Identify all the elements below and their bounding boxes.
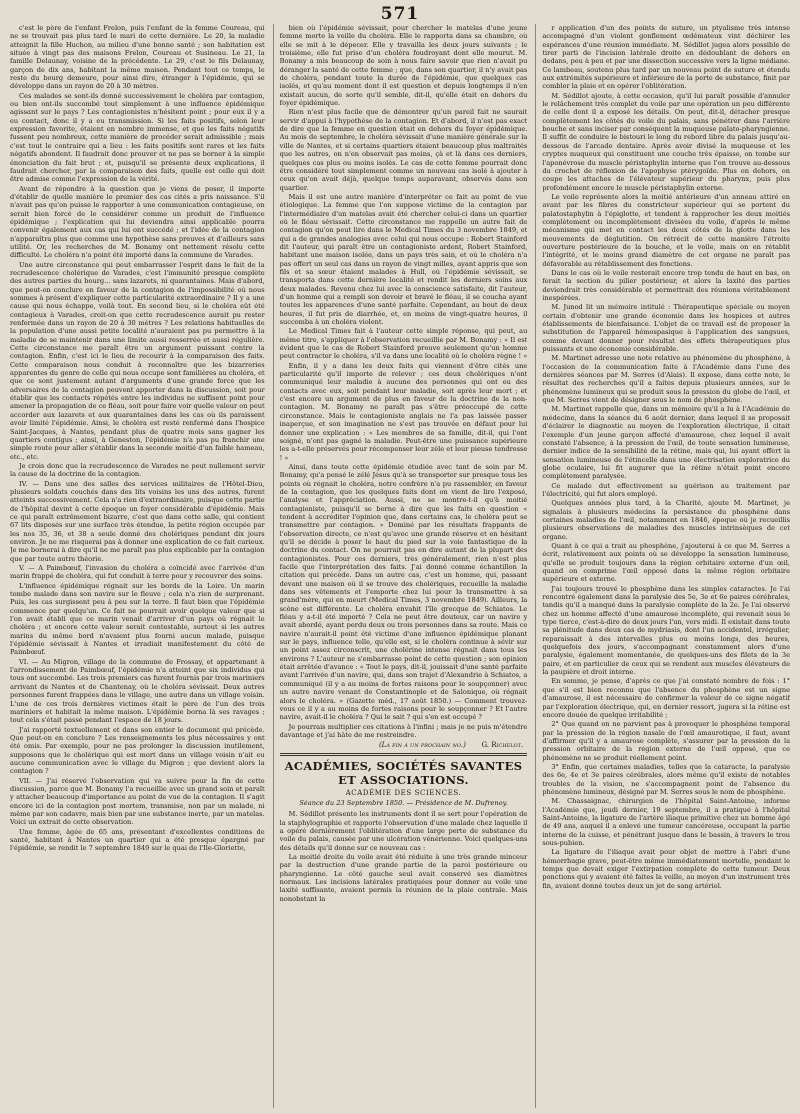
paragraph: Ce malade dut effectivement sa guérison au traitement par l'électricité, qui fut alors employé. [542, 481, 790, 498]
paragraph: Le Medical Times fait à l'auteur cette simple réponse, qui peut, au même titre, s'appliquer à l'observation recueillie par M. Bonamy : « Il est évident que le cas de Robert Stainford prouve seulement qu'un homme peut contracter le choléra, s'il va dans une localité où le choléra règne ! » [279, 327, 528, 361]
paragraph: Ainsi, dans toute cette épidémie étudiée avec tant de soin par M. Bonamy, qu'a pensé le zélé Jésus qu'à se transporter sur presque tous les points où régnait le choléra, notre confrère n'a pu rassembler, en faveur de la contagion, que les quelques faits dont on vient de lire l'exposé, l'analyse et l'appréciation. Aussi, ne se montre-t-il qu'à moitié contagioniste, puisqu'il se borne à dire que les faits en question « tendent à accréditer l'opinion que, dans certains cas, le choléra peut se transmettre par contagion. » Dominé par les résultats frappants de l'observation directe, ce n'est qu'avec une grande réserve et en hésitant qu'il se décide à poser le haut du pied sur la voie fantastique de la doctrine du contact. On ne pourrait pas en dire autant de la plupart des contagionistes. Pour ces derniers, très généralement, rien n'est plus facile que l'interprétation des faits. J'ai donné comme échantillon la citation qui précède. Dans un autre cas, c'est un homme, qui, passant devant une maison où il se trouve des cholériques, recueille la maladie dans ses vêtements et l'emporte chez lui pour la transmettre à sa grand'mère, qui en meurt (Medical Times, 3 novembre 1849). Ailleurs, la scène est différente. Le choléra envahit l'île grecque de Schiatos. Le fléau y a-t-il été importé ? Cela ne peut être douteux, car un navire y avait abordé, ayant perdu deux ou trois personnes dans sa route. Mais ce navire n'aurait-il point été victime d'une influence épidémique planant sur le pays, influence telle, qu'elle est, si le choléra continue à sévir sur un point assez circonscrit, une cholérine intense régnait dans tous les environs ? L'auteur ne s'embarrasse point de cette question ; son opinion était arrêtée d'avance : « Tout le pays, dit-il, jouissait d'une santé parfaite avant l'arrivée d'un navire, qui, dans son trajet d'Alexandrie à Schiatos, a communiqué (il y a au moins de fortes raisons pour le soupçonner) avec un autre navire venant de Constantinople et de Salonique, où régnait alors le choléra. » (Gazette méd., 17 août 1850.) — Comment trouvez-vous ce il y a au moins de fortes raisons pour le soupçonner ? Et l'autre navire, avait-il le choléra ? Qui le sait ? qui s'en est occupé ? [279, 462, 528, 722]
paragraph: Rien n'est plus facile que de démontrer qu'un pareil fait ne saurait servir d'appui à l'hypothèse de la contagion. Et d'abord, il n'est pas exact de dire que la femme en question était en dehors du foyer épidémique. Au mois de septembre, le choléra sévissait d'une manière générale sur la ville de Nantes, et si certains quartiers étaient beaucoup plus maltraités que les autres, on n'en observait pas moins, çà et là dans ces derniers, quelques cas plus ou moins isolés. Le cas de cette femme pourrait donc être considéré tout simplement comme un nouveau cas isolé à ajouter à ceux qu'on avait déjà, quelque temps auparavant, observés dans son quartier. [279, 108, 528, 192]
column-2-academy-body [280, 810, 528, 903]
page-number: 571 [380, 4, 420, 24]
paragraph: M. Sédillot ajoute, à cette occasion, qu'il lui paraît possible d'annuler le relâchement très complet du voile par une opération un peu différente de celle dont il a exposé les détails. On peut, dit-il, détacher presque complètement les côtés du voile du palais, sans pénétrer dans l'arrière bouche et sans inciser par conséquent la muqueuse palato-pharyngienne. Il suffit de conduire le bistouri le long du rebord libre du palais jusqu'au-dessous de l'arcade dentaire. Après avoir divisé la muqueuse et les cryptes muqueux qui constituent une couche très épaisse, on tombe sur l'aponévrose du muscle péristaphylin interne que l'on trouve au-dessous du crochet de réflexion de l'apophyse ptérygoïde. Plus en dehors, on coupe les attaches de l'élévateur supérieur du pharynx, puis plus profondément encore le muscle péristaphylin externe. [542, 91, 790, 192]
paragraph: Je crois donc que la recrudescence de Varades ne peut nullement servir la cause de la doctrine de la contagion. [10, 461, 265, 479]
paragraph: Une femme, âgée de 65 ans, présentant d'excellentes conditions de santé, habitant à Nantes un quartier qui a été presque épargné par l'épidémie, se rendit le 7 septembre 1849 sur le quai de l'Ile-Gloriette, [10, 827, 265, 853]
paragraph: M. Martinet adresse une note relative au phénomène du phosphène, à l'occasion de la communication faite à l'Académie dans l'une des dernières séances par M. Serres (d'Alais). Il expose, dans cette note, le résultat des recherches qu'il a faites depuis plusieurs années, sur le phénomène lumineux qui se produit sous la pression du globe de l'œil, et que M. Serres vient de désigner sous le nom de phosphène. [542, 354, 790, 405]
column-3 [535, 24, 790, 1108]
paragraph: c'est le père de l'enfant Frelon, puis l'enfant de la femme Coureau, qui ne se trouvait pas plus tard le mari de cette dernière. Le 20, la maladie atteignit la fille Huchon, au milieu d'une bonne santé ; son habitation est située à vingt pas des maisons Frelon, Coureau et Susineau. Le 21, la famille Delaunay, voisine de la précédente. Le 29, c'est le fils Delaunay, garçon de dix ans, habitant la même maison. Pendant tout ce temps, le reste du bourg demeure, pour ainsi dire, étranger à l'épidémie, qui se développe dans un rayon de 20 à 30 mètres. [10, 24, 265, 91]
paragraph: Le voile représente alors la moitié antérieure d'un anneau attiré en avant par les fibres du constricteur supérieur qui se portent du palatostaphylin à l'épiglotte, et tendent à rapprocher les deux moitiés complètement ou incomplètement divisées du voile, d'après le même mécanisme qui met en contact les deux côtés de la glotte dans les mouvements de déglutition. On rétrécit de cette manière l'étroite ouverture postérieure de la bouche, et le voile, mais on en rétablit l'intégrité, et le moins grand diamètre de cet organe ne paraît pas défavorable au rétablissement des fonctions. [542, 192, 790, 268]
paragraph: J'ai toujours trouvé le phosphène dans les simples cataractes. Je l'ai rencontré également dans la paralysie des 5e, 3e et 6e paires cérébrales, tandis qu'il a manqué dans la paralysie complète de la 2e. Je l'ai observé chez un homme affecté d'une amaurose incomplète, qui revenait sous le type tierce, c'est-à-dire de deux jours l'un, vers midi. Il existait dans toute sa plénitude dans deux cas de mydriasis, dont l'un accidentel, irrégulier, reparaissait à des intervalles plus ou moins longs, des heures, quelquefois des jours, s'accompagnant constamment alors d'une paralysie, également momentanée, de quelques-uns des filets de la 3e paire, et en particulier de ceux qui se rendent aux muscles élévateurs de la paupière et droit interne. [542, 584, 790, 677]
paragraph: Une autre circonstance qui peut embarrasser l'esprit dans le fait de la recrudescence cholérique de Varades, c'est l'immunité presque complète des autres parties du bourg... sans lazarets, ni quarantaines. Mais d'abord, que peut-on conclure en faveur de la contagion de l'impossibilité où nous sommes à présent d'expliquer cette particularité extraordinaire ? Il y a une cause qui nous échappe, voilà tout. En second lieu, si le choléra eût été contagieux à Varades, croit-on que cette recrudescence aurait pu rester renfermée dans un rayon de 20 à 30 mètres ? Les relations habituelles de la population d'une aussi petite localité n'auraient pas pu permettre à la maladie de se maintenir dans une limite aussi resserrée et aussi régulière. Cette circonstance me paraît être un argument puissant contre la contagion. Enfin, c'est ici le lieu de recourir à la comparaison des faits. Cette comparaison nous conduit à reconnaître que les bizarreries apparentes du genre de celle qui nous occupe sont familières au choléra, et que ce sont justement autant d'arguments d'une grande force que les adversaires de la contagion peuvent apporter dans la discussion, soit pour établir que les contacts répétés entre les individus ne suffisent point pour amener la propagation de ce fléau, soit pour faire voir quelle valeur on peut accorder aux lazarets et aux quarantaines dans les cas où ils paraissent avoir limité l'épidémie. Ainsi, le choléra est resté renfermé dans l'hospice Saint-Jacques, à Nantes, pendant plus de quatre mois sans gagner les quartiers contigus ; ainsi, à Geneston, l'épidémie n'a pas pu franchir une simple route pour aller s'établir dans la seconde moitié d'un faible hameau, etc., etc. [10, 260, 265, 461]
columns [10, 24, 790, 1108]
paragraph: V. — A Paimbœuf, l'invasion du choléra a coïncidé avec l'arrivée d'un marin frappé de choléra, qui fut conduit à terre pour y recouvrer des soins. [10, 564, 265, 581]
paragraph: 3° Enfin, que certaines maladies, telles que la cataracte, la paralysie des 6e, 4e et 3e paires cérébrales, alors même qu'il existe de notables troubles de la vision, ne s'accompagnent point de l'absence du phénomène lumineux, désigné par M. Serres sous le nom de phosphène. [542, 762, 790, 796]
paragraph: VII. — J'ai réservé l'observation qui va suivre pour la fin de cette discussion, parce que M. Bonamy l'a recueillie avec un grand soin et paraît y attacher beaucoup d'importance au point de vue de la contagion. Il s'agit encore ici de la contagion post mortem, transmise, non par un malade, ni même par son cadavre, mais bien par une substance inerte, par un matelas. Voici un extrait de cette observation. [10, 776, 265, 827]
continuation-note: (La fin à un prochain no.) [378, 741, 466, 750]
paragraph: M. Junod lit un mémoire intitulé : Thérapeutique spéciale ou moyen certain d'obtenir une grande économie dans les hospices et autres établissements de bienfaisance. L'objet de ce travail est de proposer la substitution de l'appareil hémospasique à l'application des sangsues, comme devant donner pour résultat des effets thérapeutiques plus puissants et une économie considérable. [542, 303, 790, 354]
paragraph: M. Chassaignac, chirurgien de l'hôpital Saint-Antoine, informe l'Académie que, jeudi dernier, 19 septembre, il a pratiqué à l'hôpital Saint-Antoine, la ligature de l'artère iliaque primitive chez un homme âgé de 49 ans, auquel il a enlevé une tumeur cancéreuse, occupant la partie interne de la cuisse, et pénétrant jusque dans le bassin, à travers le trou sous-pubien. [542, 797, 790, 847]
paragraph: Dans le cas où le voile resterait encore trop tendu de haut en bas, on ferait la section du pilier postérieur, et alors la laxité des parties deviendrait très considérable et permettrait des réunions véritablement inespérées. [542, 268, 790, 302]
paragraph: L'influence épidémique régnait sur les bords de la Loire. Un marin tombe malade dans son navire sur le fleuve ; cela n'a rien de surprenant. Puis, les cas surgissent peu à peu sur la terre. Il faut bien que l'épidémie commence par quelqu'un. Ce fait ne pourrait avoir quelque valeur que si l'on avait établi que ce marin venait d'arriver d'un pays où régnait le choléra ; et encore cette valeur serait contestable, surtout si les autres marins du même bord n'avaient plus fourni aucun malade, puisque l'épidémie sévissait à Nantes et irradiait manifestement du côté de Paimbœuf. [10, 581, 265, 657]
article-signature [280, 741, 524, 750]
paragraph: La ligature de l'iliaque avait pour objet de mettre à l'abri d'une hémorrhagie grave, peut-être même immédiatement mortelle, pendant le temps que devait exiger l'extirpation complète de cette tumeur. Deux ponctions qui y avaient été faites la veille, au moyen d'un instrument très fin, avaient donné toutes deux un jet de sang artériel. [542, 848, 790, 890]
paragraph: 2° Que quand on ne parvient pas à provoquer le phosphène temporal par la pression de la région nasale de l'œil amaurotique, il faut, avant d'affirmer qu'il y a amaurose complète, s'assurer par la pression de la pression orbitaire de la région externe de l'œil opposé, que ce phénomène ne se produit réellement point. [542, 720, 790, 762]
author-name: G. Richelot. [481, 741, 524, 750]
paragraph: IV. — Dans une des salles des services militaires de l'Hôtel-Dieu, plusieurs soldats couchés dans des lits voisins les uns des autres, furent atteints successivement. Cela n'a rien d'extraordinaire, puisque cette partie de l'hôpital devint à cette époque un foyer considérable d'épidémie. Mais ce qui paraît extrêmement bizarre, c'est que dans cette salle, qui contient 67 lits disposés sur une surface très étendue, la petite région occupée par les nos 35, 36, et 38 a seule donné des cholériques pendant dix jours environ. Je ne me risquerai pas à donner une explication de ce fait curieux. Je me bornerai à dire qu'il ne me paraît pas plus explicable par la contagion que par toute autre théorie. [10, 479, 265, 563]
column-2 [273, 24, 528, 1108]
paragraph: bien où l'épidémie sévissait, pour chercher le matelas d'une jeune femme morte la veille du choléra. Elle le rapporta dans sa chambre, où elle se mit à le dépecer. Elle y travailla les deux jours suivants ; le troisième, elle fut prise d'un choléra foudroyant dont elle mourut. M. Bonamy a mis beaucoup de soin à nous faire savoir que rien n'avait pu déranger la santé de cette femme ; que, dans son quartier, il n'y avait pas de choléra, pendant toute la durée de l'épidémie, que quelques cas isolés, et qu'au moment dont il est question et depuis longtemps il n'en existait aucun, de sorte qu'il semble, dit-il, qu'elle était en dehors du foyer épidémique. [279, 24, 528, 108]
paragraph: J'ai rapporté textuellement et dans son entier le document qui précède. Que peut-on en conclure ? Les renseignements les plus nécessaires y ont été omis. Par exemple, pour ne pas prolonger la discussion inutilement, supposons que le cholérique qui est mort dans un village voisin n'ait eu aucune communication avec le village du Migron ; que devient alors la contagion ? [10, 725, 265, 776]
paragraph: Ces malades se sont-ils donné successivement le choléra par contagion, ou bien ont-ils succombé tout simplement à une influence épidémique agissant sur le pays ? Les contagionistes n'hésitent point ; pour eux il y a eu contact, donc il y a eu transmission. Si les faits positifs, selon leur expression favorite, étaient en nombre immense, et que les faits négatifs fussent peu nombreux, cette manière de procéder serait admissible ; mais c'est tout le contraire qui a lieu : les faits positifs sont rares et les faits négatifs abondent. Il faudrait donc prouver et ne pas se borner à la simple énonciation du fait brut ; et, puisqu'il se présente deux explications, il faudrait chercher, par la comparaison des faits, quelle est celle qui doit être admise comme l'expression de la vérité. [10, 91, 265, 184]
meeting-line: Séance du 23 Septembre 1850. — Présidence de M. Dufrenoy. [299, 799, 508, 808]
paragraph: Mais il est une autre manière d'interpréter ce fait au point de vue étiologique. La femme que l'on suppose victime de la contagion par l'intermédiaire d'un matelas avait été chercher celui-ci dans un quartier où le fléau sévissait. Cette circonstance me rappelle un autre fait de contagion qu'on peut lire dans le Medical Times du 3 novembre 1849, et qui a de grandes analogies avec celui qui nous occupe : Robert Stainford dit l'auteur, qui paraît être un contagioniste ardent, Robert Stainford, habitant une maison isolée, dans un pays très sain, et où le choléra n'a pas offert un seul cas dans un rayon de vingt milles, ayant appris que son fils et sa sœur étaient malades à Hull, où l'épidémie sévissait, se transporta dans cette dernière localité et rendit les derniers soins aux deux malades. Revenu chez lui avec la conscience satisfaite, dit l'auteur, d'un homme qui a rempli son devoir et bravé le fléau, il se coucha ayant toutes les apparences d'une santé parfaite. Cependant, au bout de deux heures, il fut pris de diarrhée, et, en moins de vingt-quatre heures, il succomba à un choléra violent. [279, 192, 528, 327]
paragraph: Avant de répondre à la question que je viens de poser, il importe d'établir de quelle manière le premier des cas cités a pris naissance. S'il n'avait pas qu'on puisse le rapporter à une communication contagieuse, on serait bien forcé de le considérer comme un produit de l'influence épidémique ; l'explication qui lui deviendra ainsi applicable pourra convenir également aux cas qui lui ont succédé ; et l'idée de la contagion n'apparaîtra plus que comme une hypothèse sans preuves et d'ailleurs sans utilité. Or, les recherches de M. Bonamy ont nettement résolu cette difficulté. Le choléra n'a point été importé dans la commune de Varades. [10, 184, 265, 260]
section-divider [280, 753, 528, 756]
subsection-title: ACADÉMIE DES SCIENCES. [345, 789, 462, 798]
paragraph: VI. — Au Migron, village de la commune de Frossay, et appartenant à l'arrondissement de Paimbœuf, l'épidémie n'a atteint que six individus qui tous ont succombé. Les trois premiers cas furent fournis par trois mariniers arrivant de Nantes et de Chantenay, où le choléra sévissait. Deux autres personnes furent frappées dans le village, une autre dans un village voisin. L'une de ces trois dernières victimes était le père de l'un des trois mariniers et habitait la même maison. L'épidémie borna là ses ravages ; tout cela s'était passé pendant l'espace de 18 jours. [10, 657, 265, 725]
paragraph: Je pourrais multiplier ces citations à l'infini ; mais je ne puis m'étendre davantage et j'ai hâte de me restreindre. [279, 722, 528, 739]
paragraph: M. Sédillot présente les instruments dont il se sert pour l'opération de la staphylographie et rapporte l'observation d'une malade chez laquelle il a opéré dernièrement l'oblitération d'une large perte de substance du voile du palais, causée par une ulcération vénérienne. Voici quelques-uns des détails qu'il donne sur ce nouveau cas : [279, 810, 528, 852]
paragraph: r application d'un des points de suture, un ptyalisme très intense accompagné d'un violent gonflement œdémateux vint déchirer les espérances d'une réunion immédiate. M. Sédillot jugea alors possible de tirer parti de l'incision latérale droite en dédoublant de dehors en dedans, peu à peu et par une dissection successive vers la ligne médiane. Ce lambeau, soutenu plus tard par un nouveau point de suture et étendu aux extrémités supérieure et inférieure de la perte de substance, finit par combler la plaie et en opérer l'oblitération. [542, 24, 790, 91]
paragraph: Quelques années plus tard, à la Charité, ajoute M. Martinet, je signalais à plusieurs médecins la persistance du phosphène dans certaines maladies de l'œil, notamment en 1846, époque où je recueillis plusieurs observations de maladies des muscles intrinsèques de cet organe. [542, 499, 790, 541]
column-1 [10, 24, 265, 1108]
paragraph: M. Martinet rappelle que, dans un mémoire qu'il a lu à l'Académie de médecine, dans la séance du 6 août dernier, dans lequel il se proposait d'éclairer le diagnostic au moyen de l'exploration électrique, il citait l'exemple d'un jeune garçon affecté d'amaurose, chez lequel il avait constaté l'absence, à la pression de l'œil, de toute sensation lumineuse, dernier indice de la sensibilité de la rétine, mais qui, lui ayant offert la sensation lumineuse de l'étincelle dans une électrisation exploratrice du globe oculaire, lui fit augurer que la rétine n'était point encore complètement paralysée. [542, 405, 790, 481]
paragraph: La moitié droite du voile avait été réduite à une très grande minceur par la destruction d'une grande partie de la paroi postérieure ou pharyngienne. Le côté gauche seul avait conservé ses diamètres normaux. Les incisions latérales pratiquées pour donner au voile une laxité suffisante, avaient permis la réunion de la plaie centrale. Mais nonobstant la [279, 852, 528, 903]
column-2-body [280, 24, 528, 739]
paragraph: En somme, je pense, d'après ce que j'ai constaté nombre de fois : 1° que s'il est bien reconnu que l'absence du phosphène est un signe d'amaurose, il est nécessaire de confirmer la valeur de ce signe négatif par l'exploration électrique, qui, en dernier ressort, jugera si la rétine est encore douée de quelque irritabilité ; [542, 677, 790, 719]
paragraph: Quant à ce qui a trait au phosphène, j'ajouterai à ce que M. Serres a écrit, relativement aux points où se développe la sensation lumineuse, qu'elle se produit toujours dans la région orbitaire externe d'un œil, quand on comprime l'œil opposé dans la même région orbitaire supérieure et externe. [542, 541, 790, 584]
paragraph: Enfin, il y a dans les deux faits qui viennent d'être cités une particularité qu'il importe de relever ; ces deux cholériques n'ont communiqué leur maladie à aucune des personnes qui ont eu des contacts avec eux, soit pendant leur maladie, soit après leur mort ; et c'est encore un argument de plus en faveur de la doctrine de la non-contagion. M. Bonamy ne paraît pas s'être préoccupé de cette circonstance. Mais le contagioniste anglais ne l'a pas laissée passer inaperçue, et son imagination ne s'est pas trouvée en défaut pour lui donner une explication : « Les membres de sa famille, dit-il, qui l'ont soigné, n'ont pas gagné la maladie. Peut-être une puissance supérieure les a-t-elle préservés pour récompenser leur zèle et leur pieuse tendresse ! » [279, 361, 528, 462]
section-title: ACADÉMIES, SOCIÉTÉS SAVANTES ET ASSOCIATIONS. [284, 759, 523, 788]
